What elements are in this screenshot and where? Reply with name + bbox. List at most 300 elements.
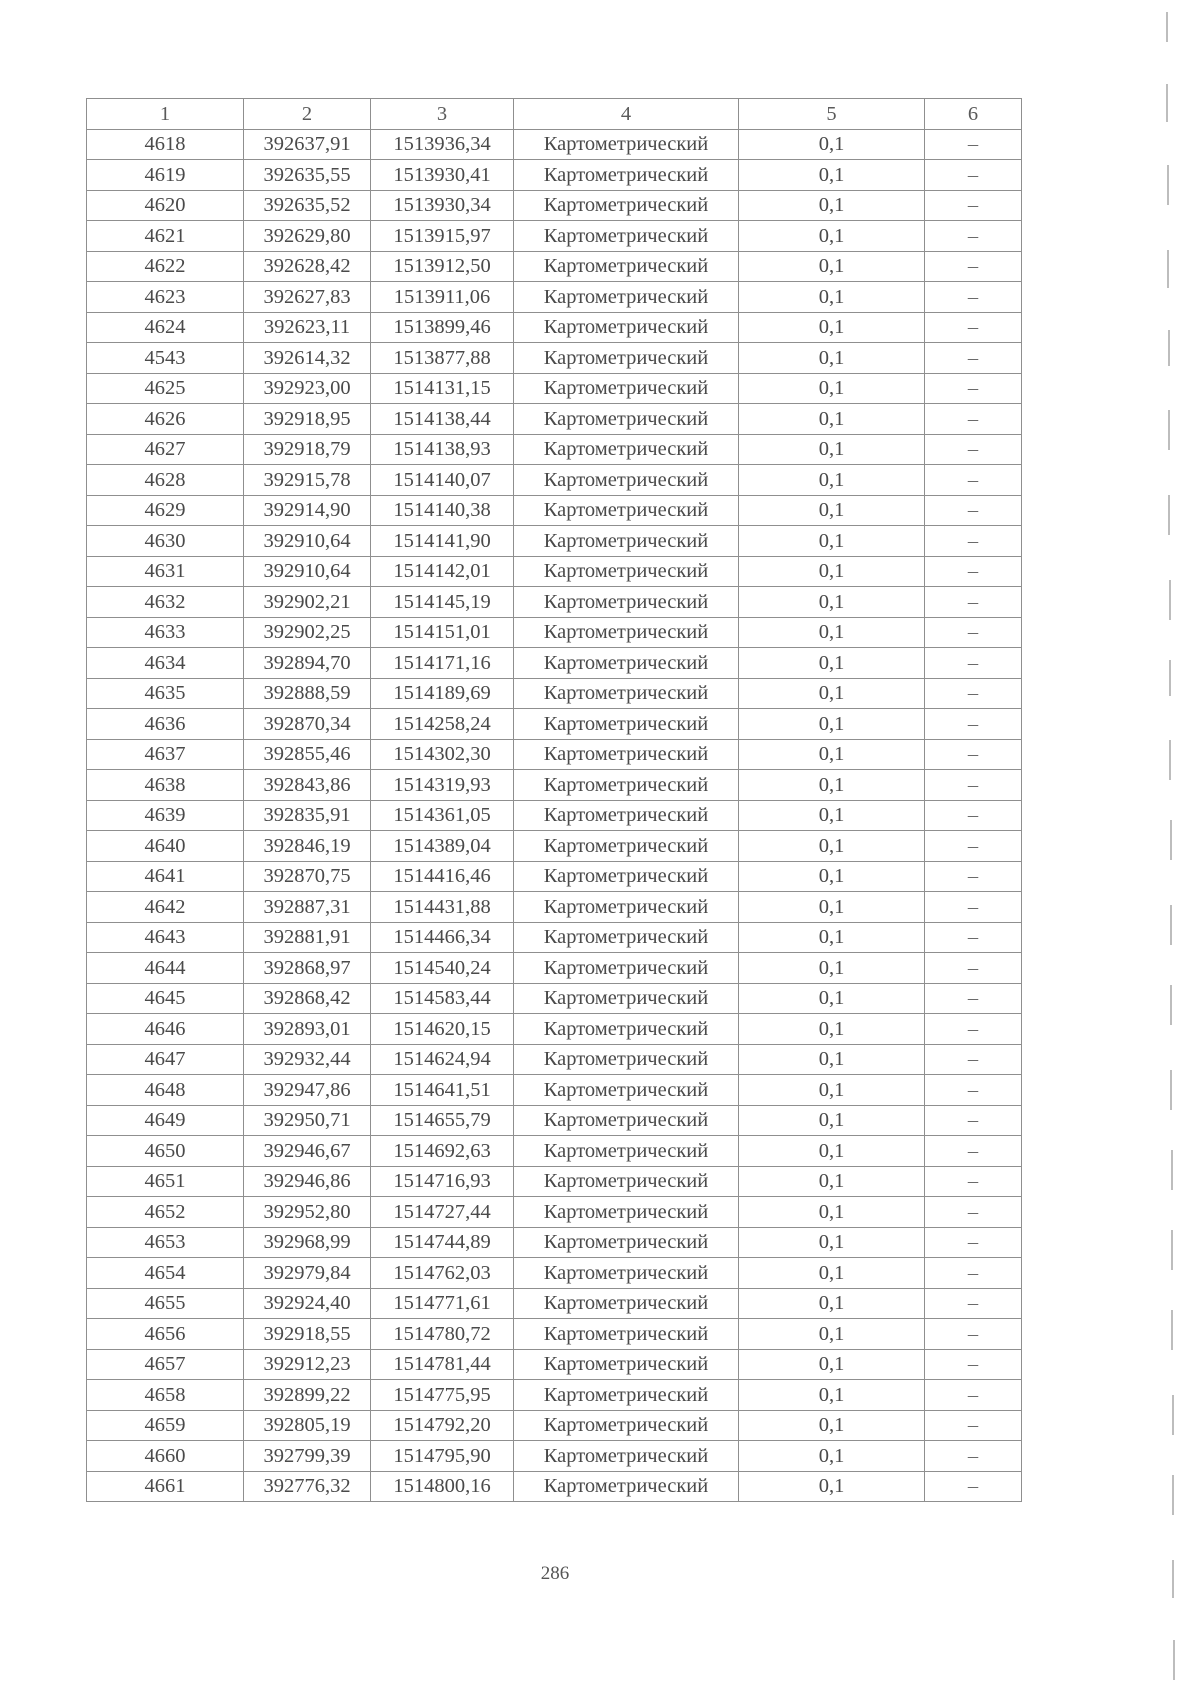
table-cell: 4619 [87, 160, 244, 191]
table-cell: 1514641,51 [371, 1075, 514, 1106]
table-cell: 0,1 [739, 648, 925, 679]
table-row [87, 1258, 1022, 1289]
table-cell: 0,1 [739, 1288, 925, 1319]
table-row [87, 373, 1022, 404]
table-row [87, 983, 1022, 1014]
table-cell: 4628 [87, 465, 244, 496]
table-row [87, 1319, 1022, 1350]
table-row [87, 770, 1022, 801]
table-cell: 4654 [87, 1258, 244, 1289]
table-cell: 392910,64 [244, 556, 371, 587]
table-cell: Картометрический [514, 556, 739, 587]
table-cell: 0,1 [739, 160, 925, 191]
scan-binding-mark [1172, 1560, 1174, 1598]
table-row [87, 1014, 1022, 1045]
table-cell: 392893,01 [244, 1014, 371, 1045]
table-row [87, 861, 1022, 892]
table-cell: 4653 [87, 1227, 244, 1258]
table-cell: 1514142,01 [371, 556, 514, 587]
table-cell: – [925, 1197, 1022, 1228]
table-row [87, 831, 1022, 862]
table-cell: 392635,52 [244, 190, 371, 221]
table-cell: 1514140,38 [371, 495, 514, 526]
table-cell: Картометрический [514, 1105, 739, 1136]
table-cell: 392843,86 [244, 770, 371, 801]
table-cell: 4624 [87, 312, 244, 343]
table-row [87, 709, 1022, 740]
table-cell: 1514800,16 [371, 1471, 514, 1502]
table-row [87, 495, 1022, 526]
table-row [87, 953, 1022, 984]
table-cell: – [925, 1258, 1022, 1289]
table-cell: Картометрический [514, 1380, 739, 1411]
table-cell: 392918,95 [244, 404, 371, 435]
table-cell: 0,1 [739, 1258, 925, 1289]
scan-binding-mark [1170, 905, 1172, 945]
table-cell: 392627,83 [244, 282, 371, 313]
table-cell: 4618 [87, 129, 244, 160]
scan-binding-mark [1168, 330, 1170, 366]
table-cell: 392868,97 [244, 953, 371, 984]
scan-binding-mark [1169, 580, 1171, 620]
table-cell: 0,1 [739, 831, 925, 862]
table-row [87, 221, 1022, 252]
scan-binding-mark [1170, 1070, 1172, 1110]
table-cell: 0,1 [739, 1319, 925, 1350]
table-cell: 392902,21 [244, 587, 371, 618]
table-cell: – [925, 831, 1022, 862]
table-cell: Картометрический [514, 983, 739, 1014]
table-cell: – [925, 1319, 1022, 1350]
table-row [87, 1471, 1022, 1502]
table-row [87, 1288, 1022, 1319]
scan-binding-mark [1171, 1230, 1173, 1270]
scan-binding-mark [1167, 250, 1169, 288]
table-row [87, 892, 1022, 923]
table-cell: 392799,39 [244, 1441, 371, 1472]
table-cell: Картометрический [514, 434, 739, 465]
table-cell: 4655 [87, 1288, 244, 1319]
table-row [87, 556, 1022, 587]
table-cell: 392918,55 [244, 1319, 371, 1350]
table-cell: – [925, 953, 1022, 984]
table-cell: 0,1 [739, 678, 925, 709]
table-cell: 0,1 [739, 953, 925, 984]
table-cell: – [925, 221, 1022, 252]
table-cell: Картометрический [514, 282, 739, 313]
table-cell: 1514302,30 [371, 739, 514, 770]
table-cell: 392947,86 [244, 1075, 371, 1106]
table-row [87, 190, 1022, 221]
table-cell: – [925, 861, 1022, 892]
table-cell: 4643 [87, 922, 244, 953]
table-cell: 4627 [87, 434, 244, 465]
table-cell: 0,1 [739, 1441, 925, 1472]
table-cell: 1514655,79 [371, 1105, 514, 1136]
table-cell: 4658 [87, 1380, 244, 1411]
table-cell: 4634 [87, 648, 244, 679]
table-cell: 1513936,34 [371, 129, 514, 160]
table-cell: 0,1 [739, 617, 925, 648]
table-cell: 0,1 [739, 1014, 925, 1045]
table-row [87, 434, 1022, 465]
table-cell: 4620 [87, 190, 244, 221]
column-header: 2 [244, 99, 371, 130]
table-cell: 0,1 [739, 1227, 925, 1258]
table-cell: Картометрический [514, 709, 739, 740]
table-cell: – [925, 1410, 1022, 1441]
table-cell: 1514624,94 [371, 1044, 514, 1075]
table-cell: Картометрический [514, 739, 739, 770]
table-cell: 0,1 [739, 190, 925, 221]
table-cell: 4645 [87, 983, 244, 1014]
table-cell: Картометрический [514, 922, 739, 953]
table-cell: 4632 [87, 587, 244, 618]
table-cell: 392805,19 [244, 1410, 371, 1441]
table-cell: 392870,75 [244, 861, 371, 892]
table-cell: 0,1 [739, 983, 925, 1014]
table-cell: 392902,25 [244, 617, 371, 648]
table-cell: 4659 [87, 1410, 244, 1441]
table-cell: Картометрический [514, 129, 739, 160]
table-cell: 0,1 [739, 434, 925, 465]
table-cell: 392614,32 [244, 343, 371, 374]
table-cell: 4661 [87, 1471, 244, 1502]
table-row [87, 1075, 1022, 1106]
table-cell: Картометрический [514, 1441, 739, 1472]
table-cell: Картометрический [514, 678, 739, 709]
table-cell: 1514258,24 [371, 709, 514, 740]
table-row [87, 739, 1022, 770]
table-cell: 4625 [87, 373, 244, 404]
table-cell: 1514131,15 [371, 373, 514, 404]
table-cell: 1513930,41 [371, 160, 514, 191]
table-cell: 1514141,90 [371, 526, 514, 557]
table-cell: Картометрический [514, 770, 739, 801]
table-cell: – [925, 373, 1022, 404]
table-cell: 392946,86 [244, 1166, 371, 1197]
table-row [87, 800, 1022, 831]
scan-binding-mark [1169, 660, 1171, 696]
table-cell: Картометрический [514, 1258, 739, 1289]
table-cell: – [925, 434, 1022, 465]
table-row [87, 1349, 1022, 1380]
table-cell: 4648 [87, 1075, 244, 1106]
table-cell: Картометрический [514, 1136, 739, 1167]
table-cell: 1514466,34 [371, 922, 514, 953]
table-cell: Картометрический [514, 160, 739, 191]
table-cell: 0,1 [739, 495, 925, 526]
table-cell: Картометрический [514, 1044, 739, 1075]
table-cell: 0,1 [739, 556, 925, 587]
table-cell: – [925, 770, 1022, 801]
table-cell: 0,1 [739, 1105, 925, 1136]
table-cell: 392887,31 [244, 892, 371, 923]
table-row [87, 526, 1022, 557]
table-cell: – [925, 526, 1022, 557]
table-cell: 1514138,44 [371, 404, 514, 435]
table-cell: 4656 [87, 1319, 244, 1350]
table-cell: Картометрический [514, 1197, 739, 1228]
table-cell: 392846,19 [244, 831, 371, 862]
table-cell: – [925, 1014, 1022, 1045]
table-row [87, 922, 1022, 953]
table-cell: Картометрический [514, 1349, 739, 1380]
table-cell: 392635,55 [244, 160, 371, 191]
table-cell: 4646 [87, 1014, 244, 1045]
table-cell: 0,1 [739, 587, 925, 618]
table-body [87, 129, 1022, 1502]
table-cell: Картометрический [514, 1471, 739, 1502]
table-cell: 392950,71 [244, 1105, 371, 1136]
table-cell: 392637,91 [244, 129, 371, 160]
table-cell: Картометрический [514, 373, 739, 404]
table-row [87, 343, 1022, 374]
table-cell: 0,1 [739, 251, 925, 282]
table-cell: – [925, 190, 1022, 221]
table-row [87, 587, 1022, 618]
table-cell: 4636 [87, 709, 244, 740]
table-cell: 0,1 [739, 1075, 925, 1106]
table-cell: 392924,40 [244, 1288, 371, 1319]
table-cell: 392979,84 [244, 1258, 371, 1289]
table-cell: – [925, 739, 1022, 770]
table-cell: – [925, 251, 1022, 282]
column-header: 3 [371, 99, 514, 130]
table-cell: 1514431,88 [371, 892, 514, 923]
table-cell: 1514540,24 [371, 953, 514, 984]
table-cell: 1513877,88 [371, 343, 514, 374]
table-cell: Картометрический [514, 1410, 739, 1441]
table-cell: Картометрический [514, 892, 739, 923]
table-cell: – [925, 556, 1022, 587]
table-header-row [87, 99, 1022, 130]
scan-binding-mark [1170, 985, 1172, 1025]
table-cell: – [925, 282, 1022, 313]
table-cell: 1514727,44 [371, 1197, 514, 1228]
table-cell: 0,1 [739, 282, 925, 313]
table-cell: – [925, 160, 1022, 191]
table-cell: 4623 [87, 282, 244, 313]
table-cell: – [925, 1380, 1022, 1411]
table-cell: 1514795,90 [371, 1441, 514, 1472]
table-row [87, 1227, 1022, 1258]
table-cell: Картометрический [514, 617, 739, 648]
table-cell: 1514775,95 [371, 1380, 514, 1411]
table-cell: 4622 [87, 251, 244, 282]
table-cell: 1514716,93 [371, 1166, 514, 1197]
table-cell: 0,1 [739, 1044, 925, 1075]
table-cell: 0,1 [739, 770, 925, 801]
table-cell: 0,1 [739, 892, 925, 923]
table-cell: – [925, 1471, 1022, 1502]
table-row [87, 251, 1022, 282]
table-cell: – [925, 648, 1022, 679]
table-cell: – [925, 404, 1022, 435]
scan-binding-mark [1172, 1395, 1174, 1435]
table-cell: 392868,42 [244, 983, 371, 1014]
table-row [87, 1044, 1022, 1075]
table-cell: 0,1 [739, 1197, 925, 1228]
table-cell: Картометрический [514, 587, 739, 618]
table-cell: 1513912,50 [371, 251, 514, 282]
table-cell: 392870,34 [244, 709, 371, 740]
table-cell: 4631 [87, 556, 244, 587]
table-cell: 0,1 [739, 739, 925, 770]
table-cell: 0,1 [739, 465, 925, 496]
table-cell: – [925, 892, 1022, 923]
table-cell: 1513899,46 [371, 312, 514, 343]
table-cell: 1513911,06 [371, 282, 514, 313]
scan-binding-mark [1169, 740, 1171, 780]
table-cell: Картометрический [514, 495, 739, 526]
table-cell: 392855,46 [244, 739, 371, 770]
table-cell: – [925, 709, 1022, 740]
table-cell: – [925, 312, 1022, 343]
table-cell: 0,1 [739, 922, 925, 953]
table-cell: 392776,32 [244, 1471, 371, 1502]
table-cell: 0,1 [739, 861, 925, 892]
table-cell: 1514781,44 [371, 1349, 514, 1380]
table-cell: – [925, 587, 1022, 618]
table-cell: Картометрический [514, 465, 739, 496]
table-cell: 0,1 [739, 709, 925, 740]
scan-binding-mark [1170, 820, 1172, 860]
table-cell: Картометрический [514, 312, 739, 343]
scan-binding-mark [1172, 1475, 1174, 1515]
table-cell: 392946,67 [244, 1136, 371, 1167]
table-cell: Картометрический [514, 953, 739, 984]
table-row [87, 1197, 1022, 1228]
table-cell: 1514151,01 [371, 617, 514, 648]
scan-binding-mark [1168, 410, 1170, 450]
table-cell: 1514319,93 [371, 770, 514, 801]
table-row [87, 1166, 1022, 1197]
table-cell: 4660 [87, 1441, 244, 1472]
table-cell: – [925, 1227, 1022, 1258]
table-row [87, 678, 1022, 709]
table-cell: 392894,70 [244, 648, 371, 679]
table-cell: 4621 [87, 221, 244, 252]
table-cell: – [925, 1044, 1022, 1075]
table-cell: 4641 [87, 861, 244, 892]
page-number: 286 [540, 1563, 570, 1584]
table-cell: 392932,44 [244, 1044, 371, 1075]
table-cell: 1514762,03 [371, 1258, 514, 1289]
table-cell: 1514138,93 [371, 434, 514, 465]
table-cell: 0,1 [739, 1349, 925, 1380]
table-cell: 1514171,16 [371, 648, 514, 679]
table-cell: 392923,00 [244, 373, 371, 404]
table-cell: 392912,23 [244, 1349, 371, 1380]
table-cell: 4633 [87, 617, 244, 648]
table-cell: 4651 [87, 1166, 244, 1197]
table-cell: – [925, 983, 1022, 1014]
scan-binding-mark [1173, 1640, 1175, 1680]
table-row [87, 312, 1022, 343]
table-row [87, 648, 1022, 679]
table-row [87, 1136, 1022, 1167]
table-cell: 4630 [87, 526, 244, 557]
table-cell: Картометрический [514, 1075, 739, 1106]
table-cell: 392952,80 [244, 1197, 371, 1228]
table-cell: Картометрический [514, 1227, 739, 1258]
table-cell: 1514389,04 [371, 831, 514, 862]
table-cell: 0,1 [739, 1471, 925, 1502]
table-cell: Картометрический [514, 190, 739, 221]
table-cell: 4635 [87, 678, 244, 709]
table-cell: 1514145,19 [371, 587, 514, 618]
table-row [87, 1410, 1022, 1441]
scan-binding-mark [1166, 84, 1168, 122]
table-cell: – [925, 617, 1022, 648]
table-cell: 392629,80 [244, 221, 371, 252]
table-cell: 0,1 [739, 404, 925, 435]
table-cell: 392968,99 [244, 1227, 371, 1258]
table-cell: Картометрический [514, 1319, 739, 1350]
table-row [87, 1380, 1022, 1411]
column-header: 6 [925, 99, 1022, 130]
table-cell: 1514620,15 [371, 1014, 514, 1045]
table-cell: 4640 [87, 831, 244, 862]
table-cell: 1514771,61 [371, 1288, 514, 1319]
table-cell: – [925, 343, 1022, 374]
table-cell: – [925, 678, 1022, 709]
table-cell: 4642 [87, 892, 244, 923]
table-cell: – [925, 1105, 1022, 1136]
table-cell: 4629 [87, 495, 244, 526]
table-cell: 1514583,44 [371, 983, 514, 1014]
table-cell: 4650 [87, 1136, 244, 1167]
table-cell: 4644 [87, 953, 244, 984]
table-cell: – [925, 129, 1022, 160]
table-cell: Картометрический [514, 831, 739, 862]
table-cell: 4649 [87, 1105, 244, 1136]
table-row [87, 1441, 1022, 1472]
table-cell: 4543 [87, 343, 244, 374]
table-cell: 392915,78 [244, 465, 371, 496]
scan-binding-mark [1168, 495, 1170, 535]
table-cell: Картометрический [514, 1166, 739, 1197]
table-cell: – [925, 800, 1022, 831]
table-cell: Картометрический [514, 404, 739, 435]
table-cell: – [925, 1441, 1022, 1472]
table-cell: 0,1 [739, 373, 925, 404]
column-header: 1 [87, 99, 244, 130]
table-cell: 1514780,72 [371, 1319, 514, 1350]
table-cell: 4647 [87, 1044, 244, 1075]
scan-binding-mark [1171, 1150, 1173, 1190]
table-cell: Картометрический [514, 1288, 739, 1319]
column-header: 5 [739, 99, 925, 130]
table-cell: 4657 [87, 1349, 244, 1380]
coordinates-table [86, 98, 1022, 1502]
table-cell: 0,1 [739, 221, 925, 252]
table-cell: 4638 [87, 770, 244, 801]
table-cell: 392910,64 [244, 526, 371, 557]
table-cell: – [925, 1349, 1022, 1380]
table-cell: Картометрический [514, 1014, 739, 1045]
table-cell: 392899,22 [244, 1380, 371, 1411]
table-cell: Картометрический [514, 221, 739, 252]
table-cell: 0,1 [739, 526, 925, 557]
table-cell: 392918,79 [244, 434, 371, 465]
table-cell: – [925, 922, 1022, 953]
table-row [87, 160, 1022, 191]
table-cell: 1514792,20 [371, 1410, 514, 1441]
table-cell: Картометрический [514, 251, 739, 282]
table-cell: 1514416,46 [371, 861, 514, 892]
